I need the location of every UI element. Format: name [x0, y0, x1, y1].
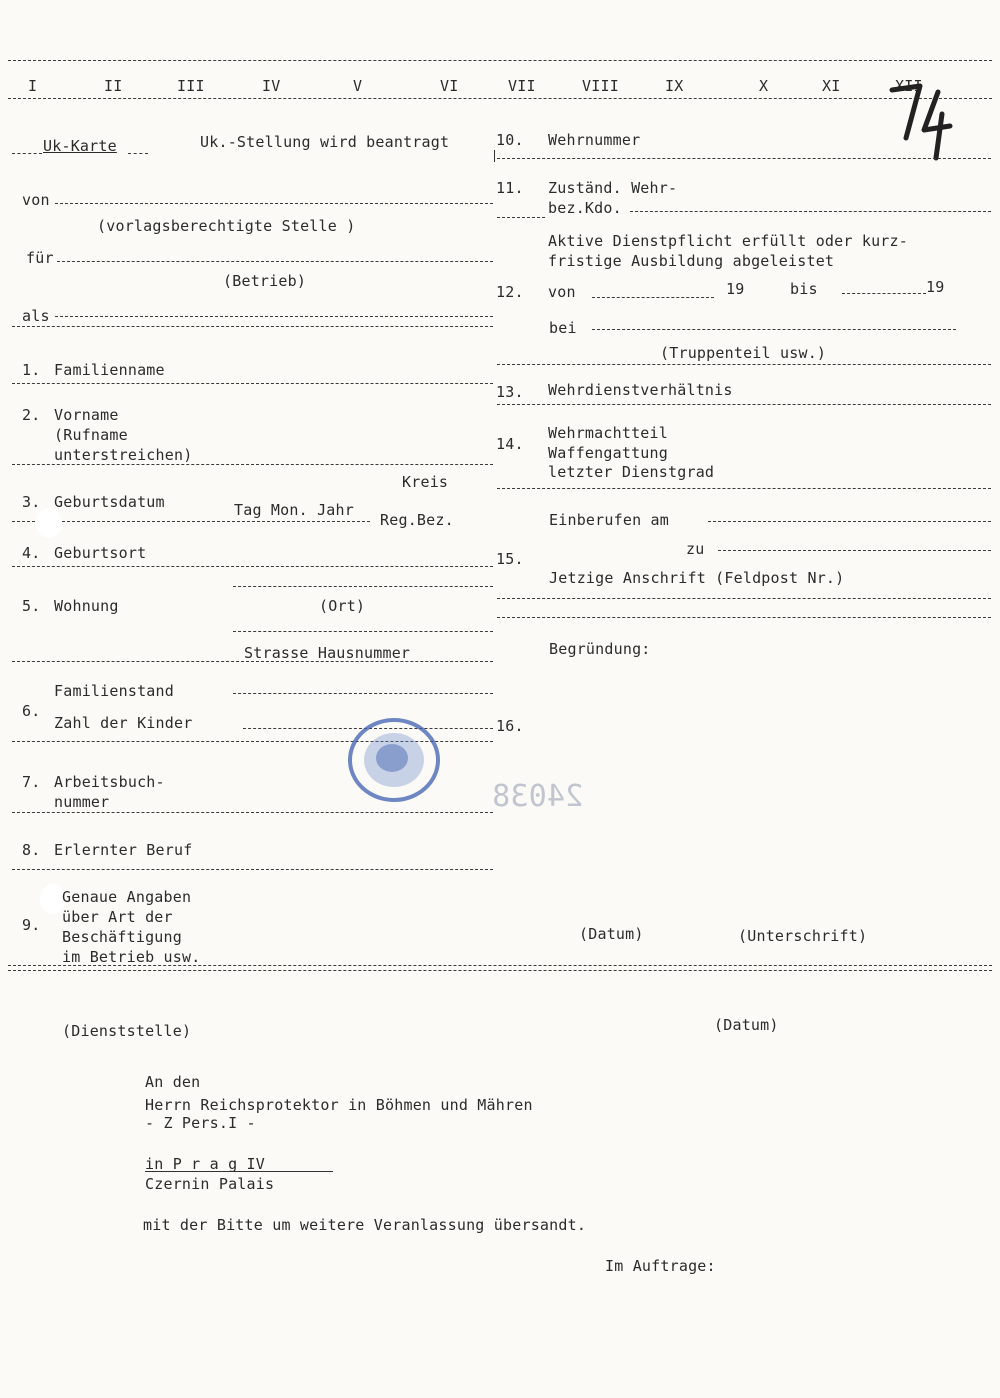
von-label: von: [22, 191, 50, 209]
wehrdienstverhaeltnis-field[interactable]: [497, 404, 991, 405]
genaue-angaben-label-2: über Art der: [62, 908, 173, 926]
vorname-note-1: (Rufname: [54, 426, 128, 444]
address-line-3: - Z Pers.I -: [145, 1114, 256, 1132]
genaue-angaben-label: Genaue Angaben: [62, 888, 192, 906]
anschrift-field[interactable]: [497, 598, 991, 599]
field-3-number: 3.: [22, 493, 41, 511]
fuer-label: für: [26, 249, 54, 267]
familienname-label: Familienname: [54, 361, 165, 379]
field-14-number: 14.: [496, 435, 524, 453]
footer-datum-label: (Datum): [714, 1016, 779, 1034]
vorname-field[interactable]: [12, 464, 493, 465]
field-8-number: 8.: [22, 841, 41, 859]
genaue-angaben-label-4: im Betrieb usw.: [62, 948, 201, 966]
top-rule: [8, 60, 992, 61]
column-header-12: XII: [895, 77, 923, 95]
handwritten-number-mark: [880, 78, 960, 168]
wehrnummer-label: Wehrnummer: [548, 131, 641, 149]
begruendung-label: Begründung:: [549, 640, 651, 658]
wehrbez-rule-left: [497, 217, 545, 218]
field-5-number: 5.: [22, 597, 41, 615]
geburtsdatum-subcaption: Tag Mon. Jahr: [234, 501, 354, 519]
arbeitsbuch-field[interactable]: [12, 812, 493, 813]
aktive-dienstpflicht-text-2: fristige Ausbildung abgeleistet: [548, 252, 835, 270]
wehrnummer-field[interactable]: [497, 158, 991, 159]
geburtsort-label: Geburtsort: [54, 544, 147, 562]
einberufen-field[interactable]: [708, 521, 991, 522]
section-rule-12: [497, 364, 991, 365]
column-header-1: I: [28, 77, 38, 95]
familienstand-field[interactable]: [233, 693, 493, 694]
field-7-number: 7.: [22, 773, 41, 791]
datum-label: (Datum): [579, 925, 644, 943]
column-header-7: VII: [508, 77, 536, 95]
column-header-3: III: [177, 77, 205, 95]
field-1-number: 1.: [22, 361, 41, 379]
truppenteil-caption: (Truppenteil usw.): [660, 344, 827, 362]
von-12-field[interactable]: [592, 297, 714, 298]
reg-bez-label: Reg.Bez.: [380, 511, 454, 529]
field-2-number: 2.: [22, 406, 41, 424]
vorname-label: Vorname: [54, 406, 119, 424]
wehrbez-label-2: bez.Kdo.: [548, 199, 622, 217]
year-prefix-2: 19: [926, 278, 945, 296]
von-12-label: von: [548, 283, 576, 301]
von-field[interactable]: [55, 203, 493, 204]
wehrmachtteil-field[interactable]: [497, 488, 991, 489]
year-prefix-1: 19: [726, 280, 745, 298]
uk-karte-title: Uk-Karte: [43, 137, 117, 155]
als-label: als: [22, 307, 50, 325]
wehrbez-label: Zuständ. Wehr-: [548, 179, 678, 197]
zu-field[interactable]: [718, 550, 991, 551]
geburtsort-kreis-field[interactable]: [233, 586, 493, 587]
erlernter-beruf-label: Erlernter Beruf: [54, 841, 193, 859]
column-header-9: IX: [665, 77, 684, 95]
stamp-number: 24038: [492, 779, 584, 814]
handwritten-number: [900, 168, 902, 188]
anschrift-label: Jetzige Anschrift (Feldpost Nr.): [549, 569, 845, 587]
geburtsort-field[interactable]: [12, 566, 493, 567]
column-header-10: X: [759, 77, 769, 95]
waffengattung-label: Waffengattung: [548, 444, 668, 462]
bei-label: bei: [549, 319, 577, 337]
field-6-number: 6.: [22, 702, 41, 720]
strasse-field[interactable]: [12, 661, 493, 662]
address-line-1: An den: [145, 1073, 201, 1091]
section-rule-1: [12, 326, 493, 327]
column-header-11: XI: [822, 77, 841, 95]
title-rule-right: [128, 153, 148, 154]
kinder-label: Zahl der Kinder: [54, 714, 193, 732]
column-header-2: II: [104, 77, 123, 95]
geburtsdatum-label: Geburtsdatum: [54, 493, 165, 511]
fuer-caption: (Betrieb): [223, 272, 307, 290]
bei-field[interactable]: [592, 329, 956, 330]
uk-stellung-text: Uk.-Stellung wird beantragt: [200, 133, 450, 151]
column-header-rule: [8, 98, 992, 99]
wohnung-label: Wohnung: [54, 597, 119, 615]
dienststelle-label: (Dienststelle): [62, 1022, 192, 1040]
genaue-angaben-label-3: Beschäftigung: [62, 928, 182, 946]
geburtsdatum-field[interactable]: [12, 521, 370, 522]
field-11-number: 11.: [496, 179, 524, 197]
kreis-label: Kreis: [402, 473, 449, 491]
zu-label: zu: [686, 540, 705, 558]
bis-field[interactable]: [842, 293, 926, 294]
vorname-note-2: unterstreichen): [54, 446, 193, 464]
address-line-2: Herrn Reichsprotektor in Böhmen und Mähren: [145, 1096, 533, 1114]
als-field[interactable]: [55, 316, 493, 317]
field-16-number: 16.: [496, 717, 524, 735]
address-underline: [145, 1171, 333, 1172]
strasse-caption: Strasse Hausnummer: [244, 644, 411, 662]
column-header-4: IV: [262, 77, 281, 95]
field-13-number: 13.: [496, 383, 524, 401]
bis-label: bis: [790, 280, 818, 298]
column-header-6: VI: [440, 77, 459, 95]
familienstand-label: Familienstand: [54, 682, 174, 700]
wehrdienstverhaeltnis-label: Wehrdienstverhältnis: [548, 381, 733, 399]
arbeitsbuch-label-2: nummer: [54, 793, 110, 811]
field-12-number: 12.: [496, 283, 524, 301]
field-10-number: 10.: [496, 131, 524, 149]
anschrift-field-2[interactable]: [497, 617, 991, 618]
title-rule-left: [12, 153, 42, 154]
column-header-8: VIII: [582, 77, 619, 95]
wehrbez-field[interactable]: [630, 211, 991, 212]
address-line-5: Czernin Palais: [145, 1175, 275, 1193]
column-header-5: V: [353, 77, 363, 95]
im-auftrage-label: Im Auftrage:: [605, 1257, 716, 1275]
fuer-field[interactable]: [57, 261, 493, 262]
column-divider-mark: [494, 150, 495, 162]
erlernter-beruf-field[interactable]: [12, 869, 493, 870]
address-line-4: in P r a g IV: [145, 1155, 265, 1173]
unterschrift-label: (Unterschrift): [738, 927, 868, 945]
field-9-number: 9.: [22, 916, 41, 934]
wohnung-ort-caption: (Ort): [319, 597, 366, 615]
blue-stamp: [344, 716, 444, 806]
field-15-number: 15.: [496, 550, 524, 568]
field-4-number: 4.: [22, 544, 41, 562]
wohnung-ort-field[interactable]: [233, 631, 493, 632]
von-caption: (vorlagsberechtigte Stelle ): [97, 217, 356, 235]
punch-hole-top: [36, 508, 62, 538]
arbeitsbuch-label: Arbeitsbuch-: [54, 773, 165, 791]
form-bottom-rule: [8, 965, 992, 971]
aktive-dienstpflicht-text: Aktive Dienstpflicht erfüllt oder kurz-: [548, 232, 908, 250]
wehrmachtteil-label: Wehrmachtteil: [548, 424, 668, 442]
familienname-field[interactable]: [12, 383, 493, 384]
dienstgrad-label: letzter Dienstgrad: [548, 463, 715, 481]
einberufen-label: Einberufen am: [549, 511, 669, 529]
bitte-text: mit der Bitte um weitere Veranlassung übersandt.: [143, 1216, 587, 1234]
